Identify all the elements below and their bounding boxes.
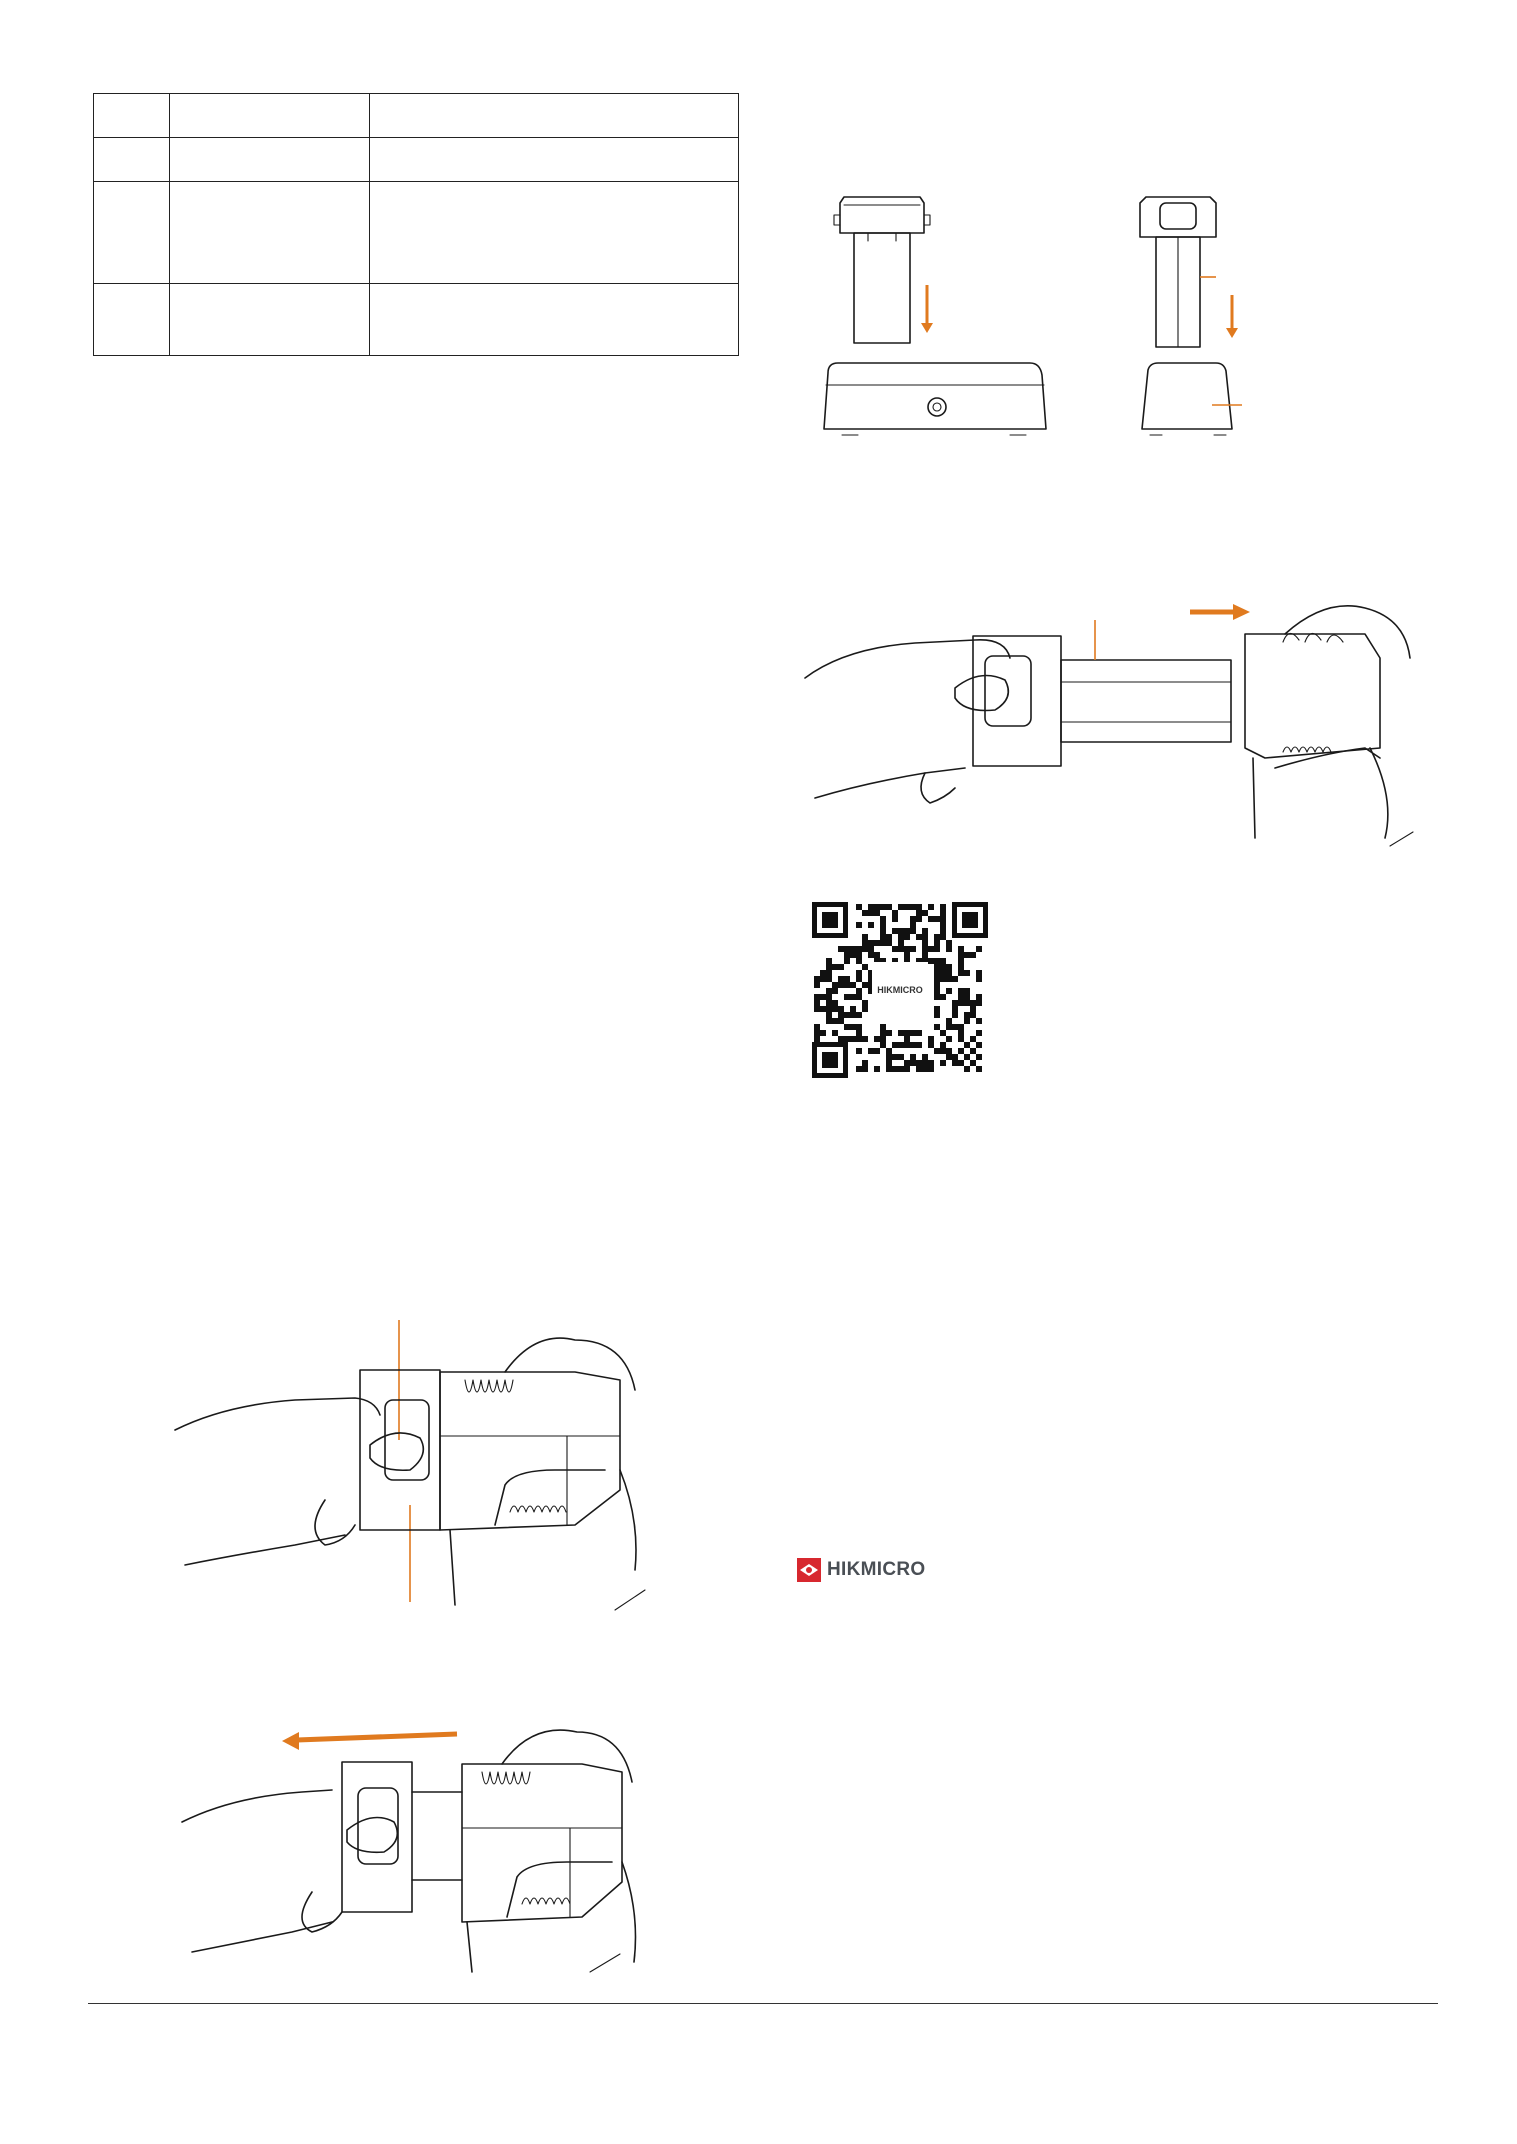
- table-cell: [169, 182, 369, 284]
- qr-center-label: HIKMICRO: [872, 962, 928, 1018]
- insert-battery-figure: [805, 598, 1425, 858]
- table-cell: [369, 94, 738, 138]
- table-row: [94, 94, 739, 138]
- footer-divider: [88, 2003, 1438, 2004]
- qr-code: [808, 898, 992, 1082]
- table-cell: [169, 94, 369, 138]
- release-battery-illustration: [175, 1320, 655, 1620]
- brand-name: HIKMICRO: [827, 1559, 926, 1580]
- table-cell: [369, 182, 738, 284]
- brand-logo: [797, 1558, 925, 1582]
- table-row: [94, 284, 739, 356]
- table-row: [94, 182, 739, 284]
- table-cell: [369, 284, 738, 356]
- battery-charger-illustration: [820, 185, 1260, 445]
- hikmicro-logo-icon: [797, 1558, 821, 1582]
- insert-battery-illustration: [805, 598, 1425, 858]
- battery-charger-figure: [820, 185, 1260, 445]
- release-battery-figure: [175, 1320, 655, 1620]
- table-cell: [94, 94, 170, 138]
- table-cell: [369, 138, 738, 182]
- table-cell: [169, 138, 369, 182]
- remove-battery-figure: [182, 1722, 652, 1982]
- spec-table: [93, 93, 739, 356]
- table-cell: [94, 284, 170, 356]
- remove-battery-illustration: [182, 1722, 652, 1982]
- table-row: [94, 138, 739, 182]
- table-cell: [94, 182, 170, 284]
- table-cell: [94, 138, 170, 182]
- table-cell: [169, 284, 369, 356]
